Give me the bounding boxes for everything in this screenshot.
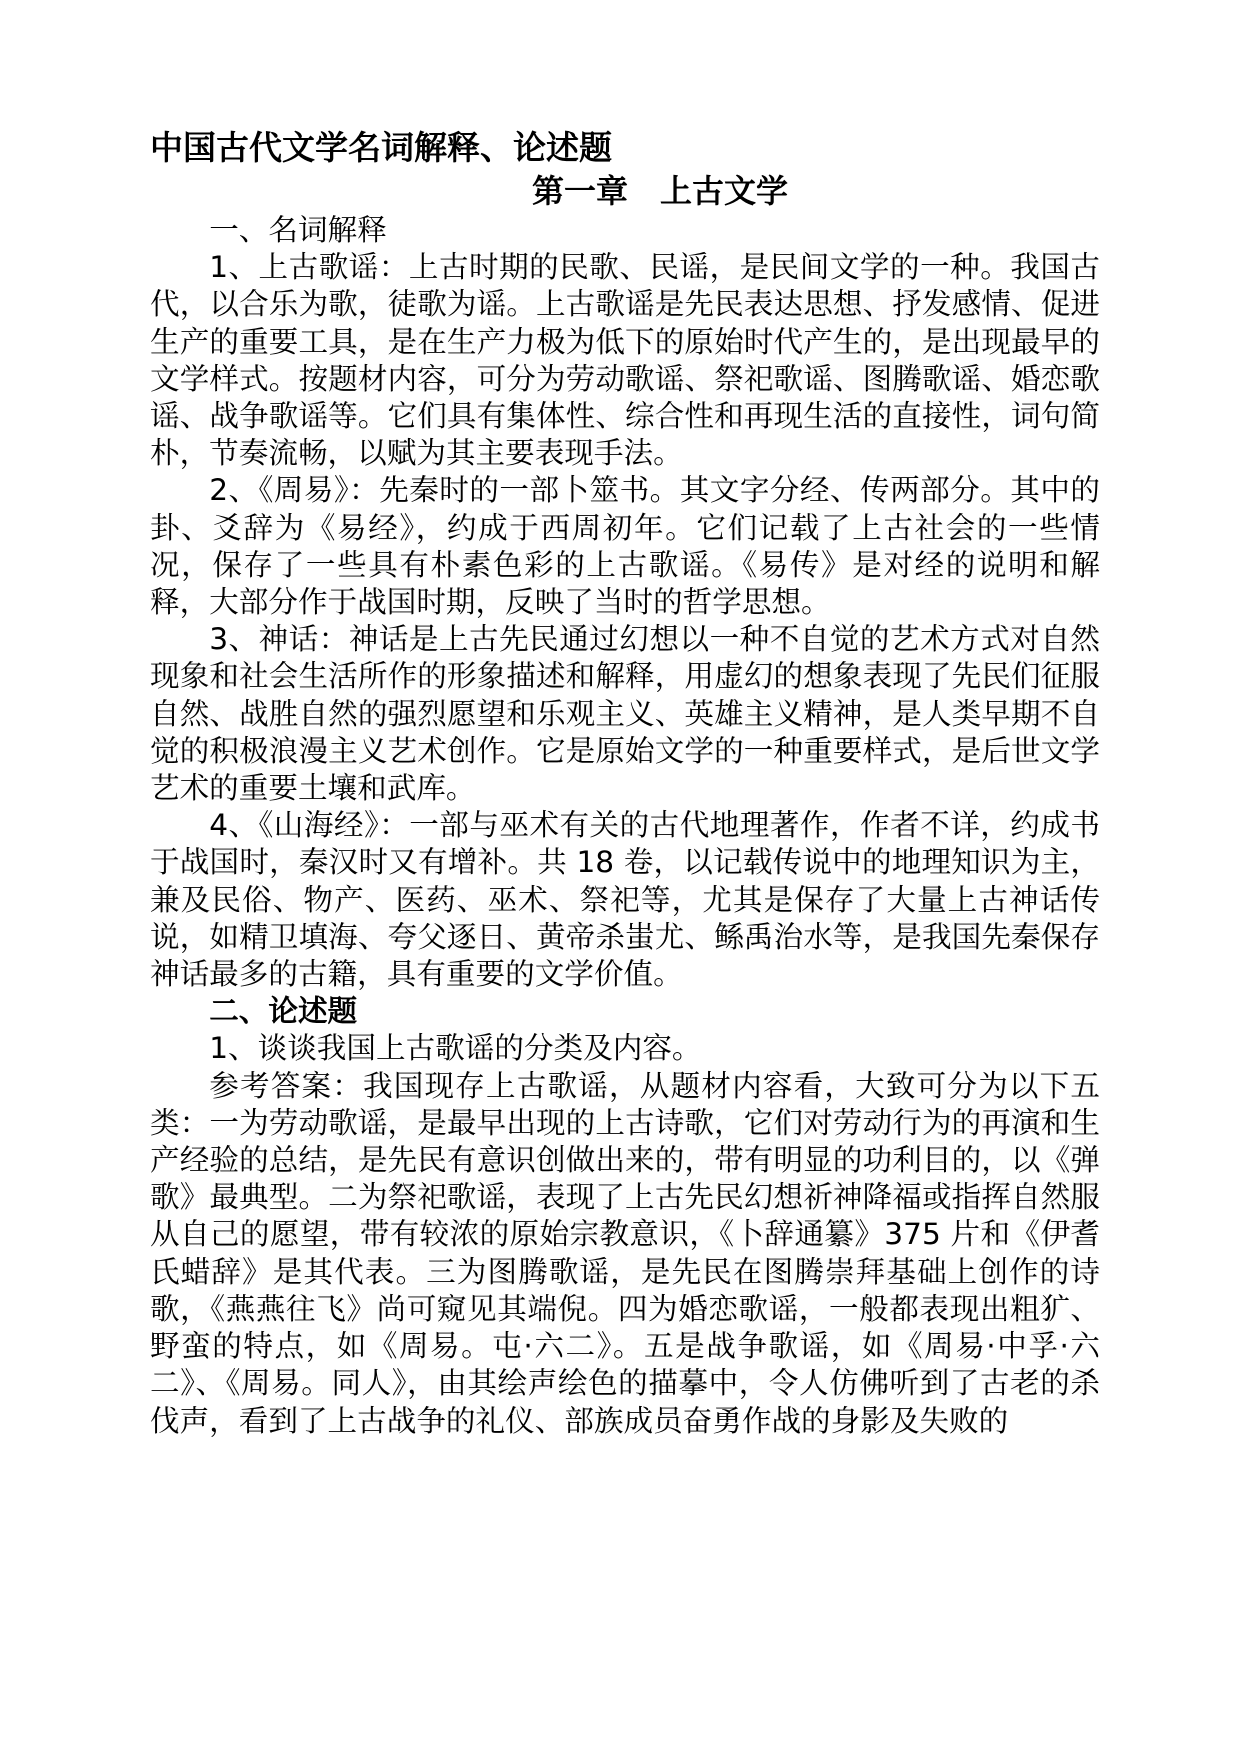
- entry-paragraph: 3、神话：神话是上古先民通过幻想以一种不自觉的艺术方式对自然现象和社会生活所作的形象描述和解释，用虚幻的想象表现了先民们征服自然、战胜自然的强烈愿望和乐观主义、英雄主义精神，是人类早期不自觉的积极浪漫主义艺术创作。它是原始文学的一种重要样式，是后世文学艺术的重要土壤和武库。: [150, 622, 1100, 806]
- question-paragraph: 1、谈谈我国上古歌谣的分类及内容。: [209, 1031, 702, 1066]
- document-page: [150, 126, 1100, 1440]
- chapter-title: 第一章 上古文学: [531, 172, 788, 210]
- answer-paragraph: 参考答案：我国现存上古歌谣，从题材内容看，大致可分为以下五类：一为劳动歌谣，是最早出现的上古诗歌，它们对劳动行为的再演和生产经验的总结，是先民有意识创做出来的，带有明显的功利目的，以《弹歌》最典型。二为祭祀歌谣，表现了上古先民幻想祈神降福或指挥自然服从自己的愿望，带有较浓的原始宗教意识，《卜辞通纂》375 片和《伊耆氏蜡辞》是其代表。三为图腾歌谣，是先民在图腾崇拜基础上创作的诗歌，《燕燕往飞》尚可窥见其端倪。四为婚恋歌谣，一般都表现出粗犷、野蛮的特点，如《周易。屯·六二》。五是战争歌谣，如《周易·中孚·六二》、《周易。同人》，由其绘声绘色的描摹中，令人仿佛听到了古老的杀伐声，看到了上古战争的礼仪、部族成员奋勇作战的身影及失败的: [150, 1068, 1100, 1438]
- entry-paragraph: 4、《山海经》：一部与巫术有关的古代地理著作，作者不详，约成书于战国时，秦汉时又有增补。共 18 卷，以记载传说中的地理知识为主，兼及民俗、物产、医药、巫术、祭祀等，尤其是保存了大量上古神话传说，如精卫填海、夸父逐日、黄帝杀蚩尤、鲧禹治水等，是我国先秦保存神话最多的古籍，具有重要的文学价值。: [150, 808, 1100, 992]
- entry-paragraph: 2、《周易》：先秦时的一部卜筮书。其文字分经、传两部分。其中的卦、爻辞为《易经》，约成于西周初年。它们记载了上古社会的一些情况，保存了一些具有朴素色彩的上古歌谣。《易传》是对经的说明和解释，大部分作于战国时期，反映了当时的哲学思想。: [150, 473, 1100, 620]
- section-heading-terms: 一、名词解释: [209, 213, 387, 247]
- document-title: 中国古代文学名词解释、论述题: [150, 128, 612, 167]
- entry-paragraph: 1、上古歌谣：上古时期的民歌、民谣，是民间文学的一种。我国古代，以合乐为歌，徒歌为谣。上古歌谣是先民表达思想、抒发感情、促进生产的重要工具，是在生产力极为低下的原始时代产生的，是出现最早的文学样式。按题材内容，可分为劳动歌谣、祭祀歌谣、图腾歌谣、婚恋歌谣、战争歌谣等。它们具有集体性、综合性和再现生活的直接性，词句简朴，节奏流畅，以赋为其主要表现手法。: [150, 250, 1100, 471]
- section-heading-essay: 二、论述题: [209, 994, 358, 1029]
